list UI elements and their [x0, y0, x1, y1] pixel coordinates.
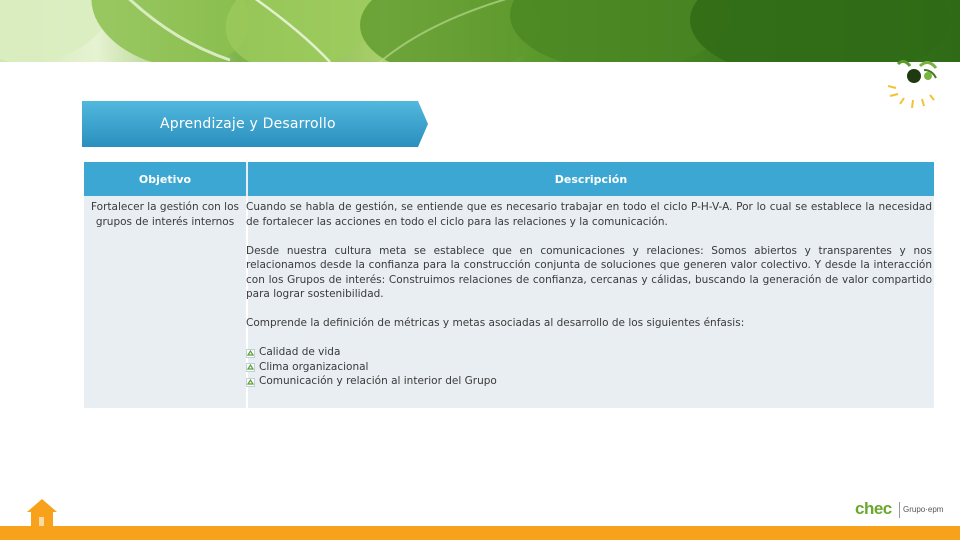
list-item-label: Calidad de vida	[259, 346, 341, 358]
leaf-pattern	[0, 0, 960, 62]
list-item	[246, 360, 932, 375]
list-item-label: Comunicación y relación al interior del Grupo	[259, 375, 497, 387]
recycle-bullet-icon	[246, 348, 255, 357]
list-item	[246, 374, 932, 389]
brand-group: Grupo·epm	[903, 505, 944, 514]
brand-separator	[899, 502, 900, 518]
section-title: Aprendizaje y Desarrollo	[160, 116, 336, 132]
footer-bar	[0, 526, 960, 540]
description-paragraph-2: Desde nuestra cultura meta se establece que en comunicaciones y relaciones: Somos abiertos y transparentes y nos relacionamos desde la confianza para la construcción conjunta de soluciones que generen valor colectivo. Y desde la interacción con los Grupos de interés: Construimos relaciones de confianza, cercanas y cálidas, buscando la generación de valor compartido para lograr sostenibilidad.	[246, 244, 932, 300]
emphasis-list	[246, 345, 932, 389]
objectives-table	[84, 162, 934, 408]
home-icon[interactable]	[26, 497, 58, 529]
recycle-bullet-icon	[246, 377, 255, 386]
recycle-bullet-icon	[246, 362, 255, 371]
column-header-descripcion: Descripción	[248, 162, 934, 196]
list-item-label: Clima organizacional	[259, 360, 369, 373]
column-header-objetivo: Objetivo	[84, 162, 246, 196]
list-item	[246, 345, 932, 360]
header-leaf-banner	[0, 0, 960, 62]
brand-name: chec	[855, 499, 892, 518]
description-paragraph-1: Cuando se habla de gestión, se entiende que es necesario trabajar en todo el ciclo P-H-V-A. Por lo cual se establece la necesidad de fortalecer las acciones en todo el ciclo para las relaciones y la comunicación.	[246, 201, 932, 228]
description-paragraph-3: Comprende la definición de métricas y metas asociadas al desarrollo de los siguientes énfasis:	[246, 317, 745, 329]
descripcion-cell	[246, 200, 932, 389]
objetivo-cell: Fortalecer la gestión con los grupos de interés internos	[91, 201, 239, 228]
section-tab	[82, 101, 428, 147]
brand-logo	[855, 499, 945, 523]
sun-plant-emblem-icon	[880, 56, 950, 112]
